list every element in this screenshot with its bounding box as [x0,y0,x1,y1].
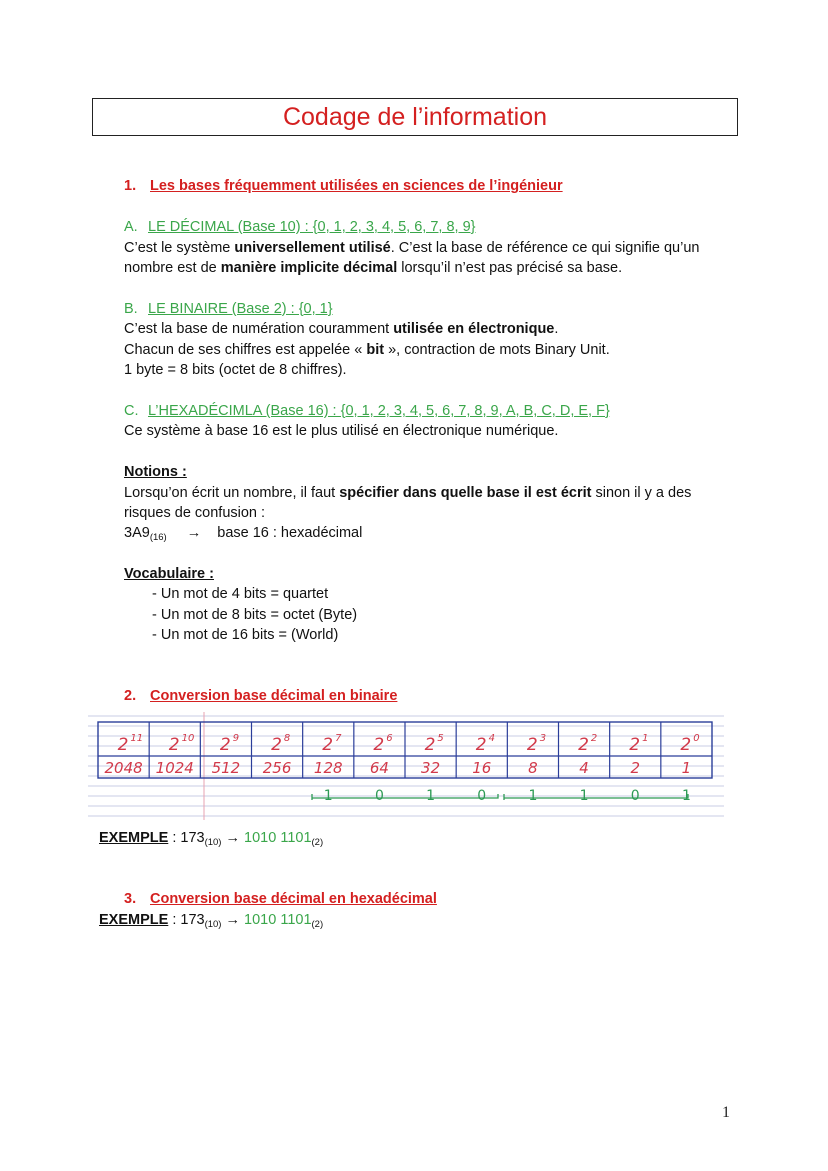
title-box [92,98,738,136]
power-value-cell: 32 [421,759,441,777]
binary-digit: 1 [323,788,333,804]
text: C’est la base de numération couramment [124,321,394,337]
text: risques de confusion : [124,505,266,521]
paragraph-line [124,340,610,361]
power-of-two-cell: 2 $^8$ [271,733,291,755]
power-of-two-cell: 2 $^1$ [629,733,649,755]
power-value-cell: 256 [262,759,292,777]
section-title: Les bases fréquemment utilisées en sciences de l’ingénieur [150,178,563,194]
example-label: EXEMPLE [99,830,169,846]
binary-digit: 1 [681,788,691,804]
power-of-two-cell: 2 $^6$ [373,733,393,755]
text: sinon il y a des [591,485,692,501]
text: nombre est de [124,260,221,276]
subsection-a-heading [124,217,476,238]
binary-digit: 1 [528,788,538,804]
power-value-cell: 16 [472,759,492,777]
list-item: - Un mot de 4 bits = quartet [152,586,329,602]
power-value-cell: 2 [630,759,641,777]
notions-title: Notions : [124,464,187,480]
text: Lorsqu’on écrit un nombre, il faut [124,485,340,501]
paragraph-line [124,503,265,524]
power-of-two-cell: 2 $^{10}$ [168,733,195,755]
arrow-icon: → [221,830,245,846]
text: lorsqu’il n’est pas précisé sa base. [397,260,623,276]
base-subscript: (2) [311,837,324,848]
power-value-cell: 8 [528,759,538,777]
section-number: 1. [124,178,137,194]
bold-text: universellement utilisé [234,240,391,256]
power-of-two-cell: 2 $^5$ [424,733,444,755]
binary-digit: 1 [579,788,589,804]
power-value-cell: 1024 [155,759,194,777]
subsection-b-heading [124,299,333,320]
power-of-two-cell: 2 $^7$ [322,733,342,755]
bold-text: utilisée en électronique [393,321,555,337]
paragraph-line [124,319,558,340]
section-2-heading [124,686,397,707]
arrow-icon: → [221,912,245,928]
power-of-two-cell: 2 $^3$ [526,733,547,755]
paragraph-line [124,258,622,279]
section-title: Conversion base décimal en binaire [150,688,398,704]
subsection-title: LE DÉCIMAL (Base 10) : {0, 1, 2, 3, 4, 5, 6, 7, 8, 9} [148,219,476,235]
base-subscript: (2) [311,919,324,930]
bold-text: spécifier dans quelle base il est écrit [339,485,592,501]
base-subscript: (10) [204,837,222,848]
power-value-cell: 2048 [104,759,143,777]
base-subscript: (16) [149,532,167,543]
binary-digit: 1 [426,788,436,804]
power-of-two-cell: 2 $^9$ [219,733,240,755]
power-value-cell: 64 [369,759,389,777]
list-item: - Un mot de 16 bits = (World) [152,627,339,643]
notions-heading [124,462,187,483]
page-title: Codage de l’information [282,102,548,131]
binary-digit: 0 [630,788,640,804]
text: », contraction de mots Binary Unit. [384,342,610,358]
subsection-c-heading [124,401,610,422]
example-conversion-binary [99,828,323,854]
example-input: : 173 [168,830,205,846]
section-title: Conversion base décimal en hexadécimal [150,891,437,907]
example-result: 1010 1101 [244,830,312,846]
example-result: 1010 1101 [244,912,312,928]
power-of-two-cell: 2 $^4$ [475,733,495,755]
bold-text: manière implicite décimal [220,260,398,276]
text: base 16 : hexadécimal [217,525,363,541]
paragraph-line [124,421,558,442]
subsection-title: LE BINAIRE (Base 2) : {0, 1} [148,301,333,317]
power-of-two-cell: 2 $^0$ [680,733,700,755]
base-subscript: (10) [204,919,222,930]
example-label: EXEMPLE [99,912,169,928]
power-value-cell: 4 [579,759,589,777]
vocabulaire-title: Vocabulaire : [124,566,214,582]
text: 1 byte = 8 bits (octet de 8 chiffres). [124,362,347,378]
page-number: 1 [722,1104,730,1121]
example-conversion-hex [99,910,323,936]
list-item: - Un mot de 8 bits = octet (Byte) [152,607,358,623]
power-value-cell: 128 [313,759,343,777]
paragraph-line [124,483,691,504]
example-value: 3A9 [124,525,150,541]
paragraph-line [124,360,347,381]
notions-example [124,523,362,549]
vocabulaire-heading [124,564,214,585]
section-number: 2. [124,688,137,704]
binary-digit: 0 [374,788,384,804]
subsection-letter: A. [124,219,138,235]
subsection-title: L’HEXADÉCIMLA (Base 16) : {0, 1, 2, 3, 4, 5, 6, 7, 8, 9, A, B, C, D, E, F} [148,403,610,419]
paragraph-line [124,238,699,259]
text: . [554,321,559,337]
subsection-letter: B. [124,301,138,317]
text: . C’est la base de référence ce qui signifie qu’un [390,240,700,256]
example-input: : 173 [168,912,205,928]
arrow-icon: → [186,525,202,541]
section-number: 3. [124,891,137,907]
power-of-two-cell: 2 $^{11}$ [117,733,144,755]
power-value-cell: 512 [211,759,241,777]
subsection-letter: C. [124,403,139,419]
section-3-heading [124,889,437,910]
text: C’est le système [124,240,235,256]
binary-digit: 0 [477,788,487,804]
bold-text: bit [366,342,385,358]
text: Chacun de ses chiffres est appelée « [124,342,367,358]
conversion-table-image [88,712,724,820]
section-1-heading [124,176,563,197]
text: Ce système à base 16 est le plus utilisé en électronique numérique. [124,423,559,439]
power-of-two-cell: 2 $^2$ [578,733,598,755]
power-value-cell: 1 [681,759,692,777]
